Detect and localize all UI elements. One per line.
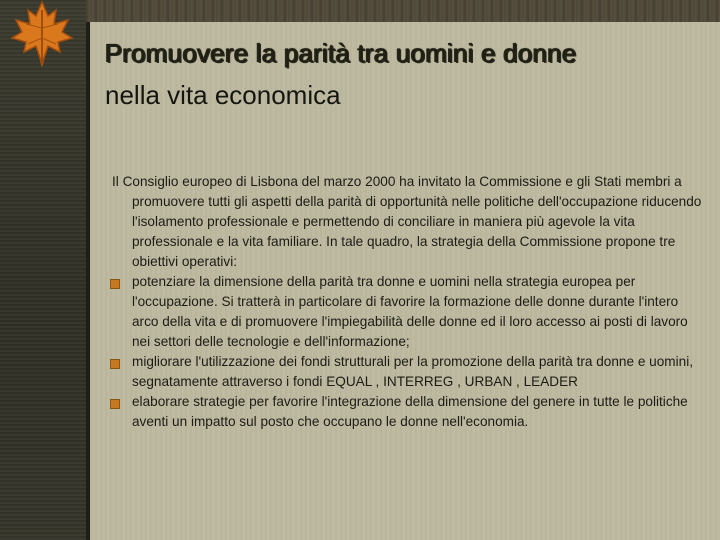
slide-title-line-1: Promuovere la parità tra uomini e donne xyxy=(105,38,577,68)
list-item xyxy=(108,272,708,352)
intro-paragraph: Il Consiglio europeo di Lisbona del marzo 2000 ha invitato la Commissione e gli Stati membri a promuovere tutti gli aspetti della parità di opportunità nelle politiche dell'occupazione riducendo l'isolamento professionale e permettendo di conciliare in maniera più agevole la vita professionale e la vita familiare. In tale quadro, la strategia della Commissione propone tre obiettivi operativi: xyxy=(112,174,702,269)
slide-body xyxy=(108,172,708,432)
bullet-square-icon xyxy=(110,359,120,369)
slide-title-line-2: nella vita economica xyxy=(105,80,341,110)
list-item-text: migliorare l'utilizzazione dei fondi strutturali per la promozione della parità tra donne e uomini, segnatamente attraverso i fondi EQUAL , INTERREG , URBAN , LEADER xyxy=(132,354,693,389)
left-texture-band xyxy=(0,0,86,540)
bullet-square-icon xyxy=(110,279,120,289)
list-item xyxy=(108,352,708,392)
list-item xyxy=(108,392,708,432)
list-item-text: elaborare strategie per favorire l'integrazione della dimensione del genere in tutte le politiche aventi un impatto sul posto che occupano le donne nell'economia. xyxy=(132,394,688,429)
top-texture-band xyxy=(0,0,720,22)
maple-leaf-icon xyxy=(2,0,82,66)
bullet-square-icon xyxy=(110,399,120,409)
list-item-text: potenziare la dimensione della parità tra donne e uomini nella strategia europea per l'occupazione. Si tratterà in particolare di favorire la formazione delle donne durante l'intero arco della vita e di promuovere l'impiegabilità delle donne ed il loro accesso ai posti di lavoro nei settori delle tecnologie e dell'informazione; xyxy=(132,274,688,349)
objectives-list xyxy=(108,272,708,432)
